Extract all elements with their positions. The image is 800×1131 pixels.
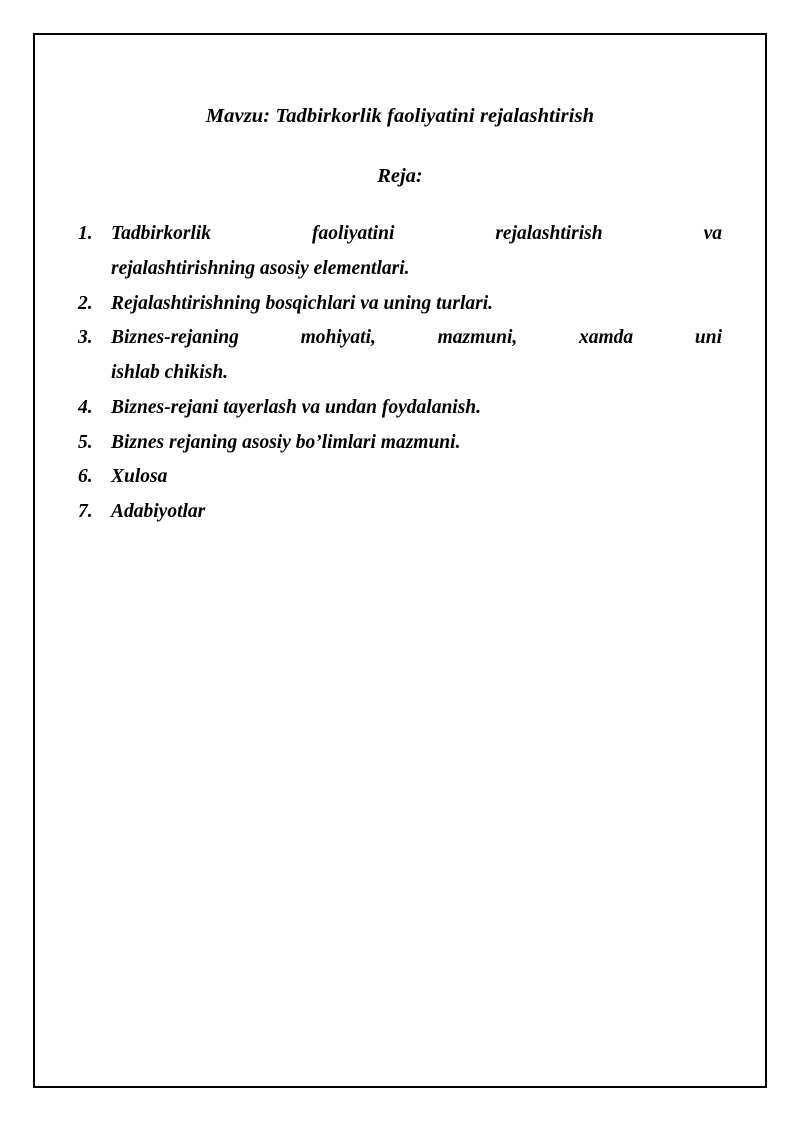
list-item — [78, 287, 722, 322]
list-item-line: Biznes-rejani tayerlash va undan foydalanish. — [111, 396, 482, 418]
list-item-line: Rejalashtirishning bosqichlari va uning turlari. — [111, 292, 494, 314]
list-item-line: Tadbirkorlik faoliyatini rejalashtirish va — [111, 223, 722, 245]
list-item-line: Adabiyotlar — [111, 500, 206, 522]
list-item — [78, 460, 722, 495]
list-item-line: Biznes-rejaning mohiyati, mazmuni, xamda uni — [111, 327, 722, 349]
list-item-line: Xulosa — [111, 466, 168, 488]
list-item — [78, 217, 722, 286]
list-item — [78, 391, 722, 426]
list-item — [78, 495, 722, 530]
list-item — [78, 426, 722, 461]
plan-list — [78, 217, 722, 529]
list-item-line: Biznes rejaning asosiy bo’limlari mazmuni. — [111, 431, 461, 453]
list-item-line: rejalashtirishning asosiy elementlari. — [111, 257, 410, 279]
list-item — [78, 321, 722, 390]
page-title: Mavzu: Tadbirkorlik faoliyatini rejalashtirish — [205, 105, 595, 127]
list-item-line: ishlab chikish. — [111, 362, 229, 384]
plan-heading: Reja: — [377, 164, 423, 187]
page-content — [33, 33, 767, 1088]
